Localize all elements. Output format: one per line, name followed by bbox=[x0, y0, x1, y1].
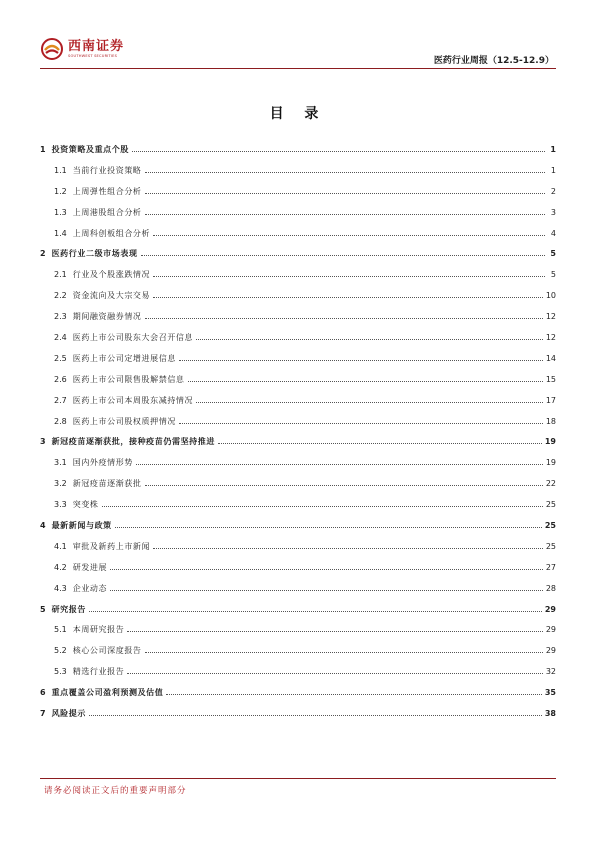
toc-entry-label bbox=[54, 353, 176, 364]
toc-page-number: 4 bbox=[550, 228, 556, 238]
toc-entry-text: 风险提示 bbox=[51, 708, 86, 718]
toc-page-number: 1 bbox=[550, 165, 556, 175]
toc-subsection-entry[interactable] bbox=[40, 264, 556, 285]
toc-subsection-entry[interactable] bbox=[40, 306, 556, 327]
toc-entry-text: 企业动态 bbox=[72, 583, 108, 593]
toc-dot-leader bbox=[136, 464, 543, 465]
toc-dot-leader bbox=[115, 527, 542, 528]
toc-dot-leader bbox=[153, 235, 545, 236]
toc-section-entry[interactable] bbox=[40, 243, 556, 264]
toc-entry-number: 1.3 bbox=[54, 207, 67, 217]
toc-page-number: 28 bbox=[545, 583, 556, 593]
toc-entry-text: 当前行业投资策略 bbox=[72, 165, 142, 175]
toc-dot-leader bbox=[145, 652, 543, 653]
toc-subsection-entry[interactable] bbox=[40, 348, 556, 369]
toc-entry-text: 上周港股组合分析 bbox=[72, 207, 142, 217]
toc-entry-label bbox=[40, 604, 86, 615]
toc-entry-number: 2.8 bbox=[54, 416, 67, 426]
toc-subsection-entry[interactable] bbox=[40, 452, 556, 473]
toc-entry-number: 1.2 bbox=[54, 186, 67, 196]
toc-entry-number: 2.5 bbox=[54, 353, 67, 363]
page-title: 目 录 bbox=[269, 106, 327, 122]
toc-page-number: 35 bbox=[544, 688, 556, 698]
toc-dot-leader bbox=[89, 611, 542, 612]
toc-entry-number: 5.2 bbox=[54, 646, 67, 656]
toc-entry-number: 3 bbox=[40, 437, 46, 447]
toc-entry-text: 上周弹性组合分析 bbox=[72, 186, 142, 196]
toc-page-number: 12 bbox=[545, 332, 556, 342]
toc-entry-text: 突变株 bbox=[72, 500, 99, 510]
toc-entry-number: 6 bbox=[40, 688, 46, 698]
toc-subsection-entry[interactable] bbox=[40, 369, 556, 390]
toc-subsection-entry[interactable] bbox=[40, 181, 556, 202]
toc-entry-text: 精选行业报告 bbox=[72, 667, 125, 677]
toc-page-number: 27 bbox=[545, 562, 556, 572]
toc-page-number: 18 bbox=[545, 416, 556, 426]
toc-subsection-entry[interactable] bbox=[40, 494, 556, 515]
toc-page-number: 19 bbox=[544, 437, 556, 447]
toc-entry-label bbox=[40, 248, 138, 259]
toc-entry-label bbox=[54, 562, 107, 573]
toc-entry-label bbox=[54, 269, 150, 280]
toc-page-number: 12 bbox=[545, 312, 556, 322]
toc-entry-text: 最新新闻与政策 bbox=[51, 520, 112, 530]
toc-dot-leader bbox=[145, 214, 545, 215]
toc-entry-number: 2.7 bbox=[54, 395, 67, 405]
toc-subsection-entry[interactable] bbox=[40, 557, 556, 578]
toc-dot-leader bbox=[196, 339, 543, 340]
toc-entry-number: 1 bbox=[40, 144, 46, 154]
toc-entry-label bbox=[54, 374, 185, 385]
toc-page-number: 29 bbox=[544, 604, 556, 614]
toc-page-number: 15 bbox=[545, 374, 556, 384]
toc-section-entry[interactable] bbox=[40, 599, 556, 620]
footer-disclaimer: 请务必阅读正文后的重要声明部分 bbox=[44, 786, 187, 796]
toc-dot-leader bbox=[145, 485, 543, 486]
toc-subsection-entry[interactable] bbox=[40, 223, 556, 244]
toc-page-number: 1 bbox=[550, 144, 556, 154]
toc-page-number: 29 bbox=[545, 646, 556, 656]
toc-page-number: 10 bbox=[545, 291, 556, 301]
toc-dot-leader bbox=[179, 423, 543, 424]
toc-entry-label bbox=[54, 457, 133, 468]
toc-entry-label bbox=[54, 499, 99, 510]
toc-entry-number: 4.2 bbox=[54, 562, 67, 572]
toc-entry-label bbox=[40, 520, 112, 531]
toc-entry-text: 医药上市公司股权质押情况 bbox=[72, 416, 176, 426]
toc-subsection-entry[interactable] bbox=[40, 202, 556, 223]
toc-entry-label bbox=[54, 583, 107, 594]
toc-entry-label bbox=[54, 311, 142, 322]
toc-entry-number: 3.3 bbox=[54, 500, 67, 510]
toc-entry-label bbox=[40, 687, 163, 698]
toc-entry-text: 研发进展 bbox=[72, 562, 108, 572]
toc-section-entry[interactable] bbox=[40, 703, 556, 724]
toc-page-number: 5 bbox=[550, 249, 556, 259]
toc-page-number: 25 bbox=[545, 541, 556, 551]
toc-entry-number: 2.1 bbox=[54, 270, 67, 280]
toc-subsection-entry[interactable] bbox=[40, 661, 556, 682]
toc-entry-label bbox=[54, 645, 142, 656]
report-title: 医药行业周报（12.5-12.9） bbox=[433, 56, 554, 66]
toc-dot-leader bbox=[145, 172, 545, 173]
toc-page-number: 3 bbox=[550, 207, 556, 217]
toc-entry-text: 新冠疫苗逐渐获批 bbox=[72, 479, 142, 489]
toc-subsection-entry[interactable] bbox=[40, 619, 556, 640]
toc-dot-leader bbox=[145, 318, 543, 319]
toc-entry-text: 投资策略及重点个股 bbox=[51, 144, 129, 154]
toc-entry-label bbox=[54, 541, 150, 552]
toc-dot-leader bbox=[102, 506, 543, 507]
toc-page-number: 29 bbox=[545, 625, 556, 635]
toc-entry-text: 医药上市公司定增进展信息 bbox=[72, 353, 176, 363]
toc-page-number: 25 bbox=[545, 500, 556, 510]
toc-page-number: 25 bbox=[544, 520, 556, 530]
toc-page-number: 32 bbox=[545, 667, 556, 677]
toc-entry-label bbox=[54, 290, 150, 301]
toc-entry-label bbox=[54, 478, 142, 489]
toc-entry-number: 1.4 bbox=[54, 228, 67, 238]
toc-entry-number: 5 bbox=[40, 604, 46, 614]
toc-entry-text: 审批及新药上市新闻 bbox=[72, 541, 151, 551]
toc-dot-leader bbox=[127, 631, 542, 632]
toc-entry-text: 行业及个股涨跌情况 bbox=[72, 270, 151, 280]
toc-dot-leader bbox=[141, 255, 545, 256]
company-logo bbox=[40, 38, 124, 60]
toc-entry-label bbox=[54, 165, 142, 176]
toc-subsection-entry[interactable] bbox=[40, 578, 556, 599]
toc-page-number: 19 bbox=[545, 458, 556, 468]
toc-subsection-entry[interactable] bbox=[40, 640, 556, 661]
toc-entry-label bbox=[54, 416, 176, 427]
toc-entry-number: 2.4 bbox=[54, 332, 67, 342]
toc-subsection-entry[interactable] bbox=[40, 327, 556, 348]
toc-entry-text: 医药上市公司股东大会召开信息 bbox=[72, 332, 194, 342]
toc-subsection-entry[interactable] bbox=[40, 285, 556, 306]
toc-entry-label bbox=[54, 332, 193, 343]
toc-entry-number: 5.3 bbox=[54, 667, 67, 677]
toc-entry-label bbox=[54, 228, 150, 239]
toc-entry-text: 研究报告 bbox=[51, 604, 86, 614]
toc-dot-leader bbox=[188, 381, 543, 382]
toc-dot-leader bbox=[218, 443, 542, 444]
toc-entry-label bbox=[40, 436, 215, 447]
toc-dot-leader bbox=[110, 590, 543, 591]
toc-entry-text: 资金流向及大宗交易 bbox=[72, 291, 151, 301]
header-divider bbox=[40, 68, 556, 69]
toc-section-entry[interactable] bbox=[40, 139, 556, 160]
toc-page-number: 2 bbox=[550, 186, 556, 196]
toc-entry-number: 4 bbox=[40, 520, 46, 530]
toc-page-number: 38 bbox=[544, 708, 556, 718]
toc-subsection-entry[interactable] bbox=[40, 390, 556, 411]
logo-emblem-icon bbox=[40, 38, 64, 60]
toc-dot-leader bbox=[179, 360, 543, 361]
toc-entry-text: 重点覆盖公司盈利预测及估值 bbox=[51, 688, 164, 698]
toc-dot-leader bbox=[89, 715, 542, 716]
toc-entry-number: 7 bbox=[40, 708, 46, 718]
toc-dot-leader bbox=[110, 569, 543, 570]
toc-subsection-entry[interactable] bbox=[40, 411, 556, 432]
toc-entry-label bbox=[54, 395, 193, 406]
toc-page-number: 14 bbox=[545, 353, 556, 363]
toc-entry-number: 2.2 bbox=[54, 291, 67, 301]
toc-entry-number: 4.1 bbox=[54, 541, 67, 551]
toc-dot-leader bbox=[153, 297, 543, 298]
toc-dot-leader bbox=[153, 276, 545, 277]
toc-dot-leader bbox=[132, 151, 545, 152]
footer-divider bbox=[40, 778, 556, 779]
logo-subtitle: SOUTHWEST SECURITIES bbox=[68, 53, 118, 58]
toc-entry-number: 1.1 bbox=[54, 165, 67, 175]
toc-section-entry[interactable] bbox=[40, 682, 556, 703]
toc-entry-label bbox=[54, 666, 124, 677]
toc-subsection-entry[interactable] bbox=[40, 536, 556, 557]
toc-entry-text: 医药上市公司限售股解禁信息 bbox=[72, 374, 185, 384]
toc-entry-number: 2 bbox=[40, 249, 46, 259]
toc-page-number: 17 bbox=[545, 395, 556, 405]
toc-entry-number: 2.6 bbox=[54, 374, 67, 384]
toc-dot-leader bbox=[153, 548, 543, 549]
toc-dot-leader bbox=[145, 193, 545, 194]
toc-entry-label bbox=[54, 207, 142, 218]
toc-entry-number: 5.1 bbox=[54, 625, 67, 635]
toc-entry-text: 期间融资融券情况 bbox=[72, 312, 142, 322]
toc-entry-text: 医药行业二级市场表现 bbox=[51, 249, 138, 259]
toc-entry-text: 国内外疫情形势 bbox=[72, 458, 133, 468]
toc-entry-text: 新冠疫苗逐渐获批，接种疫苗仍需坚持推进 bbox=[51, 437, 215, 447]
toc-entry-label bbox=[40, 708, 86, 719]
toc-entry-number: 3.1 bbox=[54, 458, 67, 468]
toc-dot-leader bbox=[127, 673, 542, 674]
toc-dot-leader bbox=[196, 402, 543, 403]
toc-entry-label bbox=[54, 624, 124, 635]
toc-page-number: 22 bbox=[545, 479, 556, 489]
toc-entry-text: 医药上市公司本周股东减持情况 bbox=[72, 395, 194, 405]
toc-entry-number: 2.3 bbox=[54, 312, 67, 322]
logo-wordmark: 西南证券 bbox=[68, 38, 125, 54]
toc-entry-text: 核心公司深度报告 bbox=[72, 646, 142, 656]
toc-page-number: 5 bbox=[550, 270, 556, 280]
table-of-contents bbox=[40, 139, 556, 724]
toc-section-entry[interactable] bbox=[40, 431, 556, 452]
toc-entry-text: 上周科创板组合分析 bbox=[72, 228, 151, 238]
toc-dot-leader bbox=[166, 694, 541, 695]
toc-entry-number: 3.2 bbox=[54, 479, 67, 489]
toc-entry-label bbox=[54, 186, 142, 197]
toc-entry-label bbox=[40, 144, 129, 155]
toc-subsection-entry[interactable] bbox=[40, 160, 556, 181]
toc-subsection-entry[interactable] bbox=[40, 473, 556, 494]
toc-entry-text: 本周研究报告 bbox=[72, 625, 125, 635]
toc-section-entry[interactable] bbox=[40, 515, 556, 536]
toc-entry-number: 4.3 bbox=[54, 583, 67, 593]
